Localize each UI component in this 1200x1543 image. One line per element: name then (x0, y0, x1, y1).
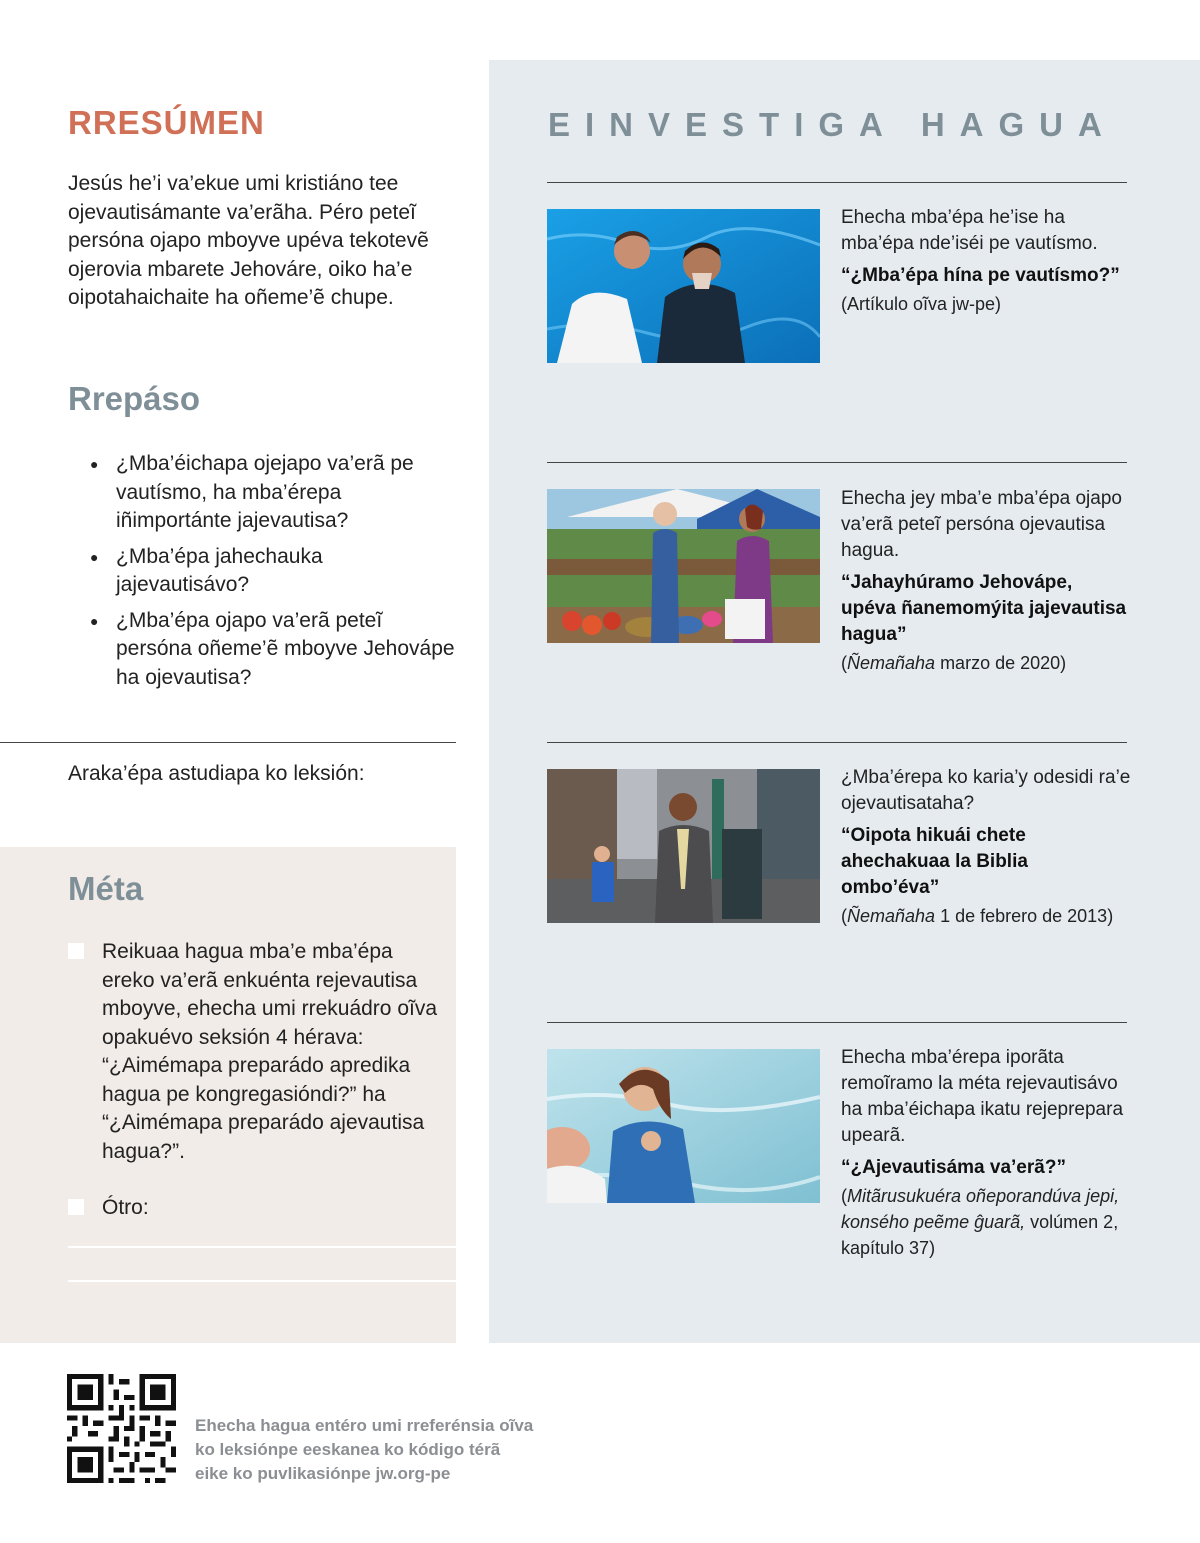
publication-details: volúmen 2, kapítulo 37) (841, 1212, 1119, 1258)
young-woman-baptism-photo-icon (547, 1049, 820, 1203)
research-item (841, 1045, 1131, 1261)
research-title-link[interactable]: “¿Ajevautisáma va’erã?” (841, 1157, 1066, 1178)
research-description: ¿Mba’érepa ko karia’y odesidi ra’e ojevautisataha? (841, 767, 1131, 814)
review-question: ● ¿Mba’éichapa ojejapo va’erã pe vautísmo, ha mba’érepa iñimportánte jajevautisa? (90, 450, 460, 536)
goal-item[interactable] (68, 938, 438, 1166)
publication-date: marzo de 2020) (935, 653, 1067, 673)
checkbox-icon[interactable] (68, 1199, 84, 1215)
baptism-photo-icon (547, 209, 820, 363)
research-divider (547, 742, 1127, 743)
research-item (841, 205, 1131, 317)
research-description: Ehecha mba’érepa iporãta remoĩramo la méta rejevautisávo ha mba’éichapa ikatu rejeprepara upearã. (841, 1047, 1124, 1146)
research-description: Ehecha mba’épa he’ise ha mba’épa nde’iséi pe vautísmo. (841, 207, 1098, 254)
market-conversation-photo-icon (547, 489, 820, 643)
research-title-link[interactable]: “Jahayhúramo Jehovápe, upéva ñanemomýita jajevautisa hagua” (841, 572, 1127, 645)
research-source: (Artíkulo oĩva jw-pe) (841, 294, 1002, 314)
research-source: (Ñemañaha marzo de 2020) (841, 653, 1067, 673)
review-heading: Rrepáso (68, 380, 201, 417)
summary-heading: RRESÚMEN (68, 104, 265, 141)
city-man-photo-icon (547, 769, 820, 923)
review-list (90, 450, 460, 699)
publication-name: Ñemañaha (847, 906, 936, 926)
section-divider (0, 742, 456, 743)
publication-name: Mitãrusukuéra oñeporandúva jepi, konsého peẽme ĝuarã, (841, 1186, 1120, 1232)
footer-note: Ehecha hagua entéro umi rreferénsia oĩva ko leksiónpe eeskanea ko kódigo térã eike ko puvlikasiónpe jw.org-pe (195, 1416, 534, 1483)
goal-text: Ótro: (102, 1196, 149, 1219)
write-in-line[interactable] (68, 1246, 456, 1248)
research-item (841, 486, 1131, 676)
write-in-line[interactable] (68, 1280, 456, 1282)
goals-heading: Méta (68, 870, 144, 907)
research-source: (Ñemañaha 1 de febrero de 2013) (841, 906, 1114, 926)
research-description: Ehecha jey mba’e mba’épa ojapo va’erã peteĩ persóna ojevautisa hagua. (841, 488, 1122, 561)
review-question: ● ¿Mba’épa ojapo va’erã peteĩ persóna oñeme’ẽ mboyve Jehovápe ha ojevautisa? (90, 607, 460, 693)
research-heading: EINVESTIGA HAGUA (548, 106, 1117, 143)
review-question: ● ¿Mba’épa jahechauka jajevautisávo? (90, 543, 460, 600)
research-item (841, 765, 1131, 929)
research-title-link[interactable]: “Oipota hikuái chete ahechakuaa la Biblia ombo’éva” (841, 825, 1028, 898)
checkbox-icon[interactable] (68, 943, 84, 959)
research-divider (547, 462, 1127, 463)
qr-code-icon[interactable] (67, 1374, 176, 1483)
publication-name: Ñemañaha (847, 653, 936, 673)
research-title-link[interactable]: “¿Mba’épa hína pe vautísmo?” (841, 265, 1120, 286)
research-divider (547, 182, 1127, 183)
goal-text: Reikuaa hagua mba’e mba’épa ereko va’erã enkuénta rejevautisa mboyve, ehecha umi rrekuádro oĩva opakuévo seksión 4 hérava: “¿Aimémapa preparádo apredika hagua pe kongregasióndi?” ha “¿Aimémapa preparádo ajevautisa hagua?”. (102, 940, 438, 1163)
publication-date: 1 de febrero de 2013) (935, 906, 1114, 926)
research-divider (547, 1022, 1127, 1023)
goal-item-other[interactable] (68, 1194, 438, 1223)
summary-text: Jesús he’i va’ekue umi kristiáno tee ojevautisámante va’erãha. Péro peteĩ persóna ojapo mboyve upéva tekotevẽ ojerovia mbarete Jehováre, oiko ha’e oipotahaichaite ha oñeme’ẽ chupe. (68, 172, 429, 309)
research-source: (Mitãrusukuéra oñeporandúva jepi, konsého peẽme ĝuarã, volúmen 2, kapítulo 37) (841, 1186, 1120, 1258)
studied-date-label: Araka’épa astudiapa ko leksión: (68, 762, 365, 785)
